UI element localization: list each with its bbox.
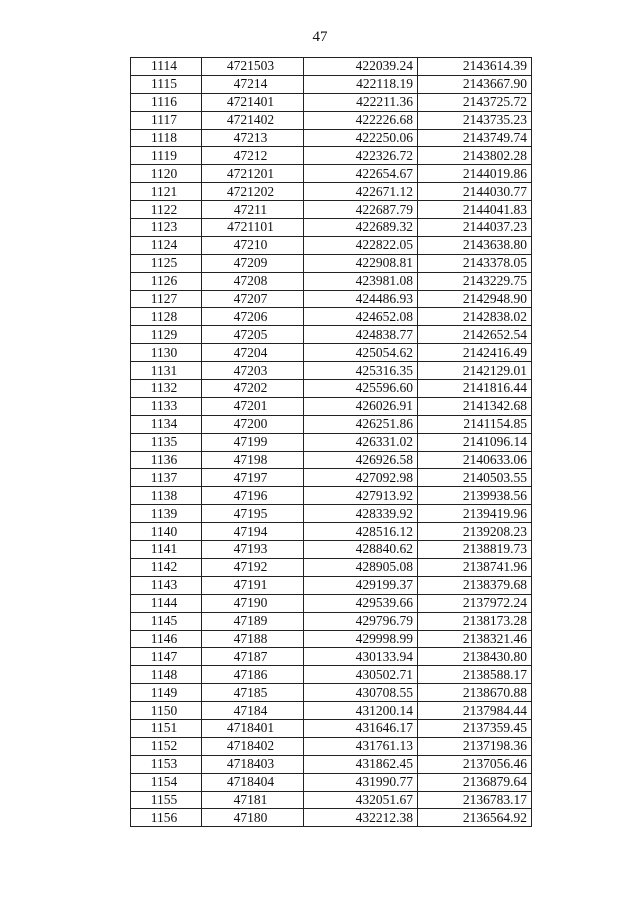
x-coordinate-cell: 422687.79 bbox=[304, 201, 418, 219]
point-id-cell: 47214 bbox=[202, 75, 304, 93]
point-id-cell: 47203 bbox=[202, 362, 304, 380]
x-coordinate-cell: 427913.92 bbox=[304, 487, 418, 505]
coordinates-table bbox=[130, 57, 532, 827]
x-coordinate-cell: 428840.62 bbox=[304, 541, 418, 559]
point-id-cell: 47199 bbox=[202, 433, 304, 451]
table-row bbox=[131, 362, 532, 380]
point-id-cell: 4721402 bbox=[202, 111, 304, 129]
y-coordinate-cell: 2144030.77 bbox=[418, 183, 532, 201]
y-coordinate-cell: 2142416.49 bbox=[418, 344, 532, 362]
x-coordinate-cell: 428339.92 bbox=[304, 505, 418, 523]
x-coordinate-cell: 422118.19 bbox=[304, 75, 418, 93]
x-coordinate-cell: 429998.99 bbox=[304, 630, 418, 648]
table-row bbox=[131, 93, 532, 111]
y-coordinate-cell: 2138430.80 bbox=[418, 648, 532, 666]
point-id-cell: 47198 bbox=[202, 451, 304, 469]
table-row bbox=[131, 719, 532, 737]
y-coordinate-cell: 2143667.90 bbox=[418, 75, 532, 93]
y-coordinate-cell: 2141096.14 bbox=[418, 433, 532, 451]
table-row bbox=[131, 451, 532, 469]
y-coordinate-cell: 2138819.73 bbox=[418, 541, 532, 559]
point-id-cell: 4718401 bbox=[202, 719, 304, 737]
row-index-cell: 1119 bbox=[131, 147, 202, 165]
row-index-cell: 1146 bbox=[131, 630, 202, 648]
x-coordinate-cell: 425054.62 bbox=[304, 344, 418, 362]
x-coordinate-cell: 426026.91 bbox=[304, 397, 418, 415]
x-coordinate-cell: 424486.93 bbox=[304, 290, 418, 308]
row-index-cell: 1133 bbox=[131, 397, 202, 415]
y-coordinate-cell: 2142652.54 bbox=[418, 326, 532, 344]
row-index-cell: 1140 bbox=[131, 523, 202, 541]
row-index-cell: 1130 bbox=[131, 344, 202, 362]
table-row bbox=[131, 558, 532, 576]
table-row bbox=[131, 469, 532, 487]
x-coordinate-cell: 432212.38 bbox=[304, 809, 418, 827]
point-id-cell: 47197 bbox=[202, 469, 304, 487]
y-coordinate-cell: 2138670.88 bbox=[418, 684, 532, 702]
table-row bbox=[131, 487, 532, 505]
row-index-cell: 1138 bbox=[131, 487, 202, 505]
point-id-cell: 47209 bbox=[202, 254, 304, 272]
table-row bbox=[131, 612, 532, 630]
x-coordinate-cell: 422326.72 bbox=[304, 147, 418, 165]
table-row bbox=[131, 791, 532, 809]
y-coordinate-cell: 2136783.17 bbox=[418, 791, 532, 809]
x-coordinate-cell: 431862.45 bbox=[304, 755, 418, 773]
row-index-cell: 1125 bbox=[131, 254, 202, 272]
table-row bbox=[131, 397, 532, 415]
point-id-cell: 4721201 bbox=[202, 165, 304, 183]
row-index-cell: 1148 bbox=[131, 666, 202, 684]
table-row bbox=[131, 183, 532, 201]
table-row bbox=[131, 755, 532, 773]
x-coordinate-cell: 425596.60 bbox=[304, 380, 418, 398]
x-coordinate-cell: 422689.32 bbox=[304, 219, 418, 237]
x-coordinate-cell: 428516.12 bbox=[304, 523, 418, 541]
table-row bbox=[131, 380, 532, 398]
y-coordinate-cell: 2139208.23 bbox=[418, 523, 532, 541]
x-coordinate-cell: 422226.68 bbox=[304, 111, 418, 129]
x-coordinate-cell: 422250.06 bbox=[304, 129, 418, 147]
table-row bbox=[131, 236, 532, 254]
row-index-cell: 1152 bbox=[131, 737, 202, 755]
table-row bbox=[131, 219, 532, 237]
point-id-cell: 4721101 bbox=[202, 219, 304, 237]
table-row bbox=[131, 254, 532, 272]
point-id-cell: 47200 bbox=[202, 415, 304, 433]
x-coordinate-cell: 422654.67 bbox=[304, 165, 418, 183]
point-id-cell: 47206 bbox=[202, 308, 304, 326]
row-index-cell: 1114 bbox=[131, 58, 202, 76]
row-index-cell: 1120 bbox=[131, 165, 202, 183]
point-id-cell: 47210 bbox=[202, 236, 304, 254]
row-index-cell: 1154 bbox=[131, 773, 202, 791]
y-coordinate-cell: 2137359.45 bbox=[418, 719, 532, 737]
y-coordinate-cell: 2141342.68 bbox=[418, 397, 532, 415]
point-id-cell: 47213 bbox=[202, 129, 304, 147]
row-index-cell: 1149 bbox=[131, 684, 202, 702]
point-id-cell: 4721401 bbox=[202, 93, 304, 111]
x-coordinate-cell: 426251.86 bbox=[304, 415, 418, 433]
row-index-cell: 1122 bbox=[131, 201, 202, 219]
y-coordinate-cell: 2140503.55 bbox=[418, 469, 532, 487]
table-row bbox=[131, 684, 532, 702]
table-row bbox=[131, 737, 532, 755]
x-coordinate-cell: 431761.13 bbox=[304, 737, 418, 755]
y-coordinate-cell: 2141154.85 bbox=[418, 415, 532, 433]
table-row bbox=[131, 666, 532, 684]
row-index-cell: 1134 bbox=[131, 415, 202, 433]
y-coordinate-cell: 2143735.23 bbox=[418, 111, 532, 129]
row-index-cell: 1155 bbox=[131, 791, 202, 809]
y-coordinate-cell: 2136879.64 bbox=[418, 773, 532, 791]
y-coordinate-cell: 2139419.96 bbox=[418, 505, 532, 523]
row-index-cell: 1131 bbox=[131, 362, 202, 380]
x-coordinate-cell: 431990.77 bbox=[304, 773, 418, 791]
y-coordinate-cell: 2136564.92 bbox=[418, 809, 532, 827]
x-coordinate-cell: 422211.36 bbox=[304, 93, 418, 111]
row-index-cell: 1141 bbox=[131, 541, 202, 559]
point-id-cell: 47180 bbox=[202, 809, 304, 827]
x-coordinate-cell: 432051.67 bbox=[304, 791, 418, 809]
point-id-cell: 47188 bbox=[202, 630, 304, 648]
point-id-cell: 47212 bbox=[202, 147, 304, 165]
x-coordinate-cell: 426926.58 bbox=[304, 451, 418, 469]
point-id-cell: 4721202 bbox=[202, 183, 304, 201]
point-id-cell: 4718402 bbox=[202, 737, 304, 755]
point-id-cell: 47205 bbox=[202, 326, 304, 344]
y-coordinate-cell: 2143802.28 bbox=[418, 147, 532, 165]
row-index-cell: 1127 bbox=[131, 290, 202, 308]
row-index-cell: 1128 bbox=[131, 308, 202, 326]
x-coordinate-cell: 424652.08 bbox=[304, 308, 418, 326]
row-index-cell: 1116 bbox=[131, 93, 202, 111]
table-row bbox=[131, 272, 532, 290]
y-coordinate-cell: 2144041.83 bbox=[418, 201, 532, 219]
table-row bbox=[131, 523, 532, 541]
row-index-cell: 1118 bbox=[131, 129, 202, 147]
row-index-cell: 1139 bbox=[131, 505, 202, 523]
point-id-cell: 4721503 bbox=[202, 58, 304, 76]
point-id-cell: 47185 bbox=[202, 684, 304, 702]
y-coordinate-cell: 2138173.28 bbox=[418, 612, 532, 630]
table-row bbox=[131, 129, 532, 147]
row-index-cell: 1147 bbox=[131, 648, 202, 666]
row-index-cell: 1145 bbox=[131, 612, 202, 630]
table-row bbox=[131, 702, 532, 720]
point-id-cell: 4718403 bbox=[202, 755, 304, 773]
point-id-cell: 47186 bbox=[202, 666, 304, 684]
x-coordinate-cell: 428905.08 bbox=[304, 558, 418, 576]
row-index-cell: 1156 bbox=[131, 809, 202, 827]
x-coordinate-cell: 429796.79 bbox=[304, 612, 418, 630]
table-row bbox=[131, 147, 532, 165]
row-index-cell: 1143 bbox=[131, 576, 202, 594]
x-coordinate-cell: 430502.71 bbox=[304, 666, 418, 684]
x-coordinate-cell: 429539.66 bbox=[304, 594, 418, 612]
table-row bbox=[131, 773, 532, 791]
y-coordinate-cell: 2138379.68 bbox=[418, 576, 532, 594]
table-row bbox=[131, 648, 532, 666]
y-coordinate-cell: 2143614.39 bbox=[418, 58, 532, 76]
point-id-cell: 47194 bbox=[202, 523, 304, 541]
table-row bbox=[131, 541, 532, 559]
point-id-cell: 47191 bbox=[202, 576, 304, 594]
x-coordinate-cell: 424838.77 bbox=[304, 326, 418, 344]
point-id-cell: 47196 bbox=[202, 487, 304, 505]
y-coordinate-cell: 2138588.17 bbox=[418, 666, 532, 684]
table-row bbox=[131, 75, 532, 93]
table-row bbox=[131, 433, 532, 451]
y-coordinate-cell: 2143749.74 bbox=[418, 129, 532, 147]
y-coordinate-cell: 2140633.06 bbox=[418, 451, 532, 469]
point-id-cell: 47201 bbox=[202, 397, 304, 415]
table-row bbox=[131, 505, 532, 523]
point-id-cell: 47190 bbox=[202, 594, 304, 612]
row-index-cell: 1153 bbox=[131, 755, 202, 773]
point-id-cell: 47187 bbox=[202, 648, 304, 666]
y-coordinate-cell: 2139938.56 bbox=[418, 487, 532, 505]
y-coordinate-cell: 2144019.86 bbox=[418, 165, 532, 183]
x-coordinate-cell: 429199.37 bbox=[304, 576, 418, 594]
point-id-cell: 47208 bbox=[202, 272, 304, 290]
point-id-cell: 47193 bbox=[202, 541, 304, 559]
page-number: 47 bbox=[312, 29, 328, 45]
x-coordinate-cell: 423981.08 bbox=[304, 272, 418, 290]
point-id-cell: 47207 bbox=[202, 290, 304, 308]
point-id-cell: 47189 bbox=[202, 612, 304, 630]
table-row bbox=[131, 165, 532, 183]
table-row bbox=[131, 809, 532, 827]
x-coordinate-cell: 430133.94 bbox=[304, 648, 418, 666]
point-id-cell: 47204 bbox=[202, 344, 304, 362]
x-coordinate-cell: 422822.05 bbox=[304, 236, 418, 254]
point-id-cell: 47181 bbox=[202, 791, 304, 809]
row-index-cell: 1151 bbox=[131, 719, 202, 737]
y-coordinate-cell: 2143378.05 bbox=[418, 254, 532, 272]
row-index-cell: 1132 bbox=[131, 380, 202, 398]
point-id-cell: 47184 bbox=[202, 702, 304, 720]
x-coordinate-cell: 430708.55 bbox=[304, 684, 418, 702]
table-row bbox=[131, 201, 532, 219]
row-index-cell: 1135 bbox=[131, 433, 202, 451]
table-row bbox=[131, 58, 532, 76]
table-row bbox=[131, 630, 532, 648]
table-row bbox=[131, 594, 532, 612]
table-row bbox=[131, 111, 532, 129]
row-index-cell: 1121 bbox=[131, 183, 202, 201]
y-coordinate-cell: 2141816.44 bbox=[418, 380, 532, 398]
x-coordinate-cell: 427092.98 bbox=[304, 469, 418, 487]
y-coordinate-cell: 2142838.02 bbox=[418, 308, 532, 326]
x-coordinate-cell: 422671.12 bbox=[304, 183, 418, 201]
row-index-cell: 1144 bbox=[131, 594, 202, 612]
x-coordinate-cell: 425316.35 bbox=[304, 362, 418, 380]
x-coordinate-cell: 422908.81 bbox=[304, 254, 418, 272]
point-id-cell: 4718404 bbox=[202, 773, 304, 791]
y-coordinate-cell: 2138741.96 bbox=[418, 558, 532, 576]
point-id-cell: 47202 bbox=[202, 380, 304, 398]
y-coordinate-cell: 2144037.23 bbox=[418, 219, 532, 237]
y-coordinate-cell: 2143229.75 bbox=[418, 272, 532, 290]
row-index-cell: 1126 bbox=[131, 272, 202, 290]
table-row bbox=[131, 326, 532, 344]
x-coordinate-cell: 426331.02 bbox=[304, 433, 418, 451]
row-index-cell: 1117 bbox=[131, 111, 202, 129]
y-coordinate-cell: 2137198.36 bbox=[418, 737, 532, 755]
x-coordinate-cell: 422039.24 bbox=[304, 58, 418, 76]
coordinates-table-body bbox=[131, 58, 532, 827]
row-index-cell: 1137 bbox=[131, 469, 202, 487]
table-row bbox=[131, 576, 532, 594]
row-index-cell: 1124 bbox=[131, 236, 202, 254]
row-index-cell: 1142 bbox=[131, 558, 202, 576]
y-coordinate-cell: 2142948.90 bbox=[418, 290, 532, 308]
table-row bbox=[131, 308, 532, 326]
y-coordinate-cell: 2137972.24 bbox=[418, 594, 532, 612]
table-row bbox=[131, 415, 532, 433]
y-coordinate-cell: 2143725.72 bbox=[418, 93, 532, 111]
y-coordinate-cell: 2138321.46 bbox=[418, 630, 532, 648]
x-coordinate-cell: 431200.14 bbox=[304, 702, 418, 720]
y-coordinate-cell: 2143638.80 bbox=[418, 236, 532, 254]
row-index-cell: 1136 bbox=[131, 451, 202, 469]
row-index-cell: 1150 bbox=[131, 702, 202, 720]
table-row bbox=[131, 290, 532, 308]
point-id-cell: 47195 bbox=[202, 505, 304, 523]
point-id-cell: 47211 bbox=[202, 201, 304, 219]
point-id-cell: 47192 bbox=[202, 558, 304, 576]
y-coordinate-cell: 2137984.44 bbox=[418, 702, 532, 720]
row-index-cell: 1123 bbox=[131, 219, 202, 237]
table-row bbox=[131, 344, 532, 362]
row-index-cell: 1115 bbox=[131, 75, 202, 93]
y-coordinate-cell: 2137056.46 bbox=[418, 755, 532, 773]
row-index-cell: 1129 bbox=[131, 326, 202, 344]
y-coordinate-cell: 2142129.01 bbox=[418, 362, 532, 380]
x-coordinate-cell: 431646.17 bbox=[304, 719, 418, 737]
